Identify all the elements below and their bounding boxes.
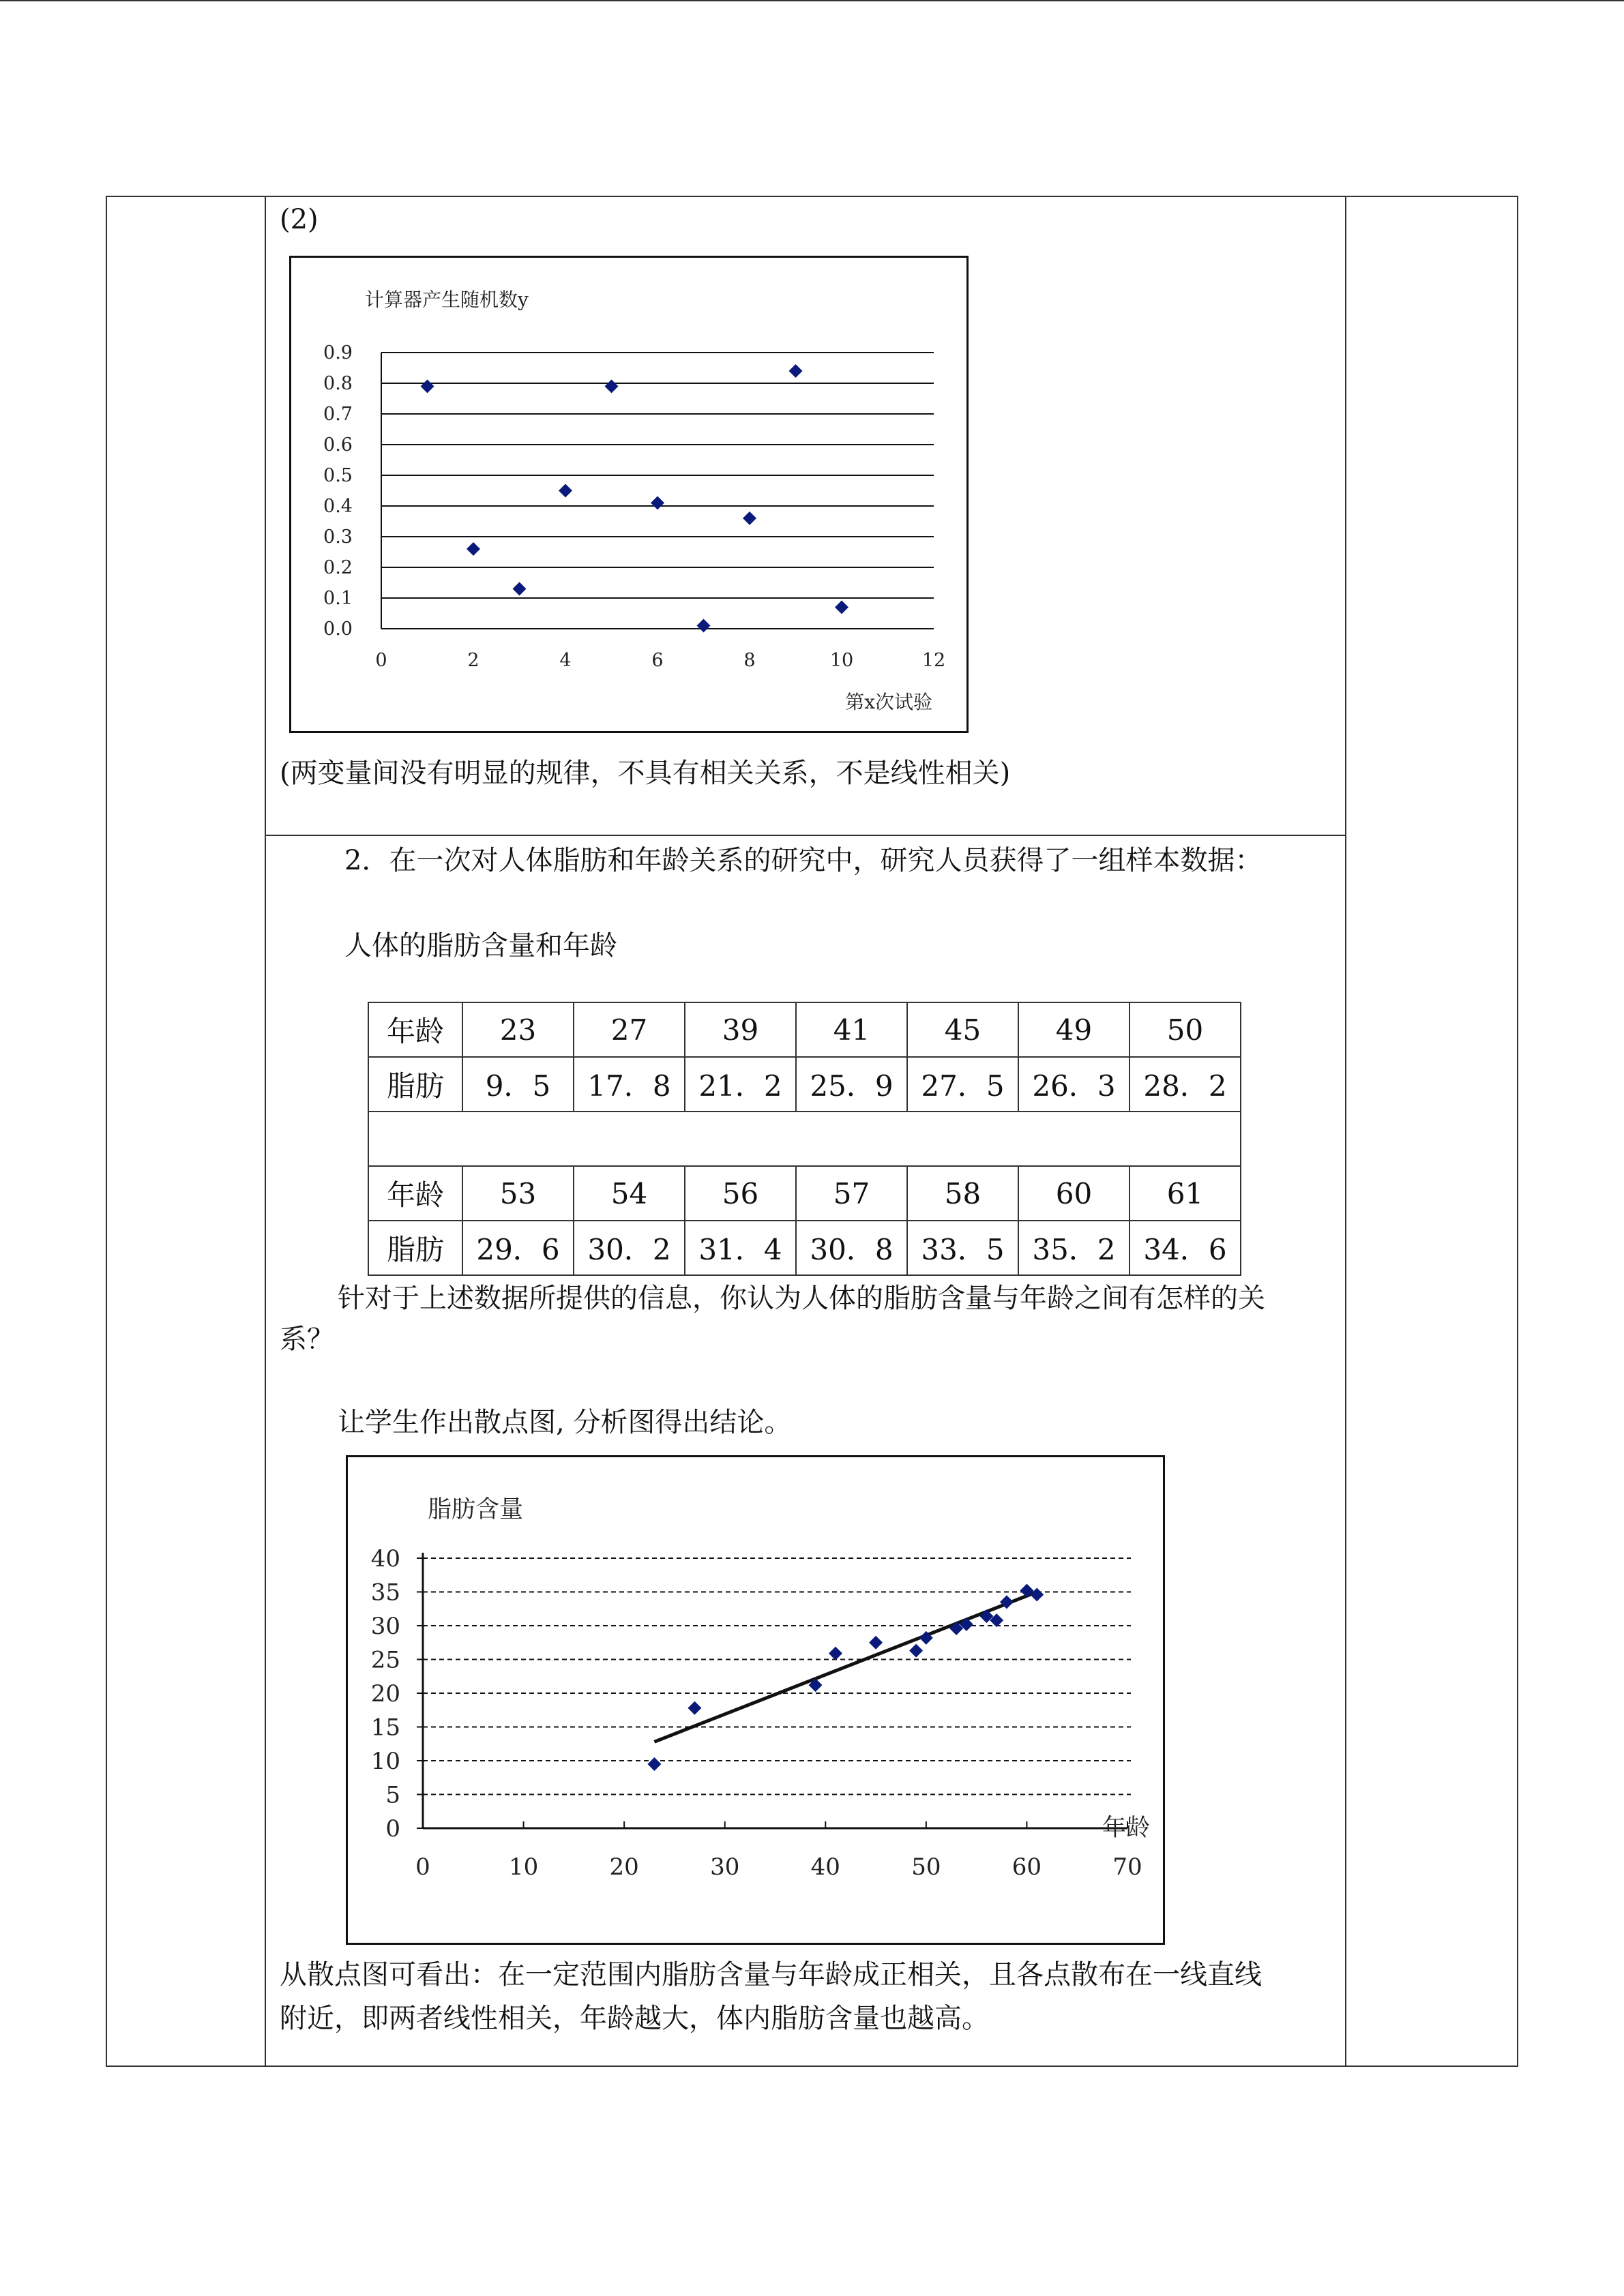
age-cell: 27: [574, 1002, 685, 1057]
y-tick-label: 30: [370, 1613, 400, 1640]
table-right-line: [1517, 196, 1518, 2067]
data-point: [467, 542, 480, 556]
fat-cell: 9．5: [462, 1057, 574, 1112]
fat-cell: 26．3: [1018, 1057, 1130, 1112]
data-point: [688, 1701, 701, 1715]
row-label-fat: 脂肪: [368, 1221, 462, 1275]
y-axis-label: 脂肪含量: [428, 1496, 524, 1523]
trendline: [654, 1592, 1037, 1742]
age-cell: 49: [1018, 1002, 1130, 1057]
age-cell: 56: [685, 1166, 796, 1221]
x-tick-label: 12: [921, 650, 946, 671]
age-cell: 41: [796, 1002, 907, 1057]
age-cell: 50: [1130, 1002, 1241, 1057]
fat-cell: 34．6: [1130, 1221, 1241, 1275]
table-row: [368, 1002, 1241, 1057]
x-tick-label: 50: [911, 1853, 941, 1881]
table-row: [368, 1057, 1241, 1112]
spacer-cell: [368, 1112, 1241, 1166]
x-tick-label: 20: [609, 1853, 639, 1881]
fat-age-scatter-chart: [346, 1455, 1165, 1945]
fat-cell: 27．5: [907, 1057, 1018, 1112]
data-point: [647, 1757, 661, 1771]
instruction-text: 让学生作出散点图, 分析图得出结论。: [338, 1407, 792, 1438]
table-row: [368, 1166, 1241, 1221]
table-col-line-2: [1345, 196, 1346, 2067]
x-axis-label: 年龄: [1102, 1815, 1151, 1842]
row-label-fat: 脂肪: [368, 1057, 462, 1112]
age-cell: 53: [462, 1166, 574, 1221]
fat-cell: 21．2: [685, 1057, 796, 1112]
data-point: [835, 601, 848, 614]
y-tick-label: 35: [370, 1579, 400, 1607]
y-tick-label: 0.8: [323, 373, 353, 394]
y-tick-label: 20: [370, 1680, 400, 1708]
part-label: (2): [280, 204, 319, 235]
fat-cell: 30．8: [796, 1221, 907, 1275]
table-top-line: [106, 196, 1518, 197]
fat-age-scatter-svg: [348, 1457, 1163, 1943]
question-line-2: 系？: [280, 1324, 334, 1355]
question2-text: 2．在一次对人体脂肪和年龄关系的研究中，研究人员获得了一组样本数据：: [344, 845, 1263, 876]
age-cell: 61: [1130, 1166, 1241, 1221]
question-line-1: 针对于上述数据所提供的信息，你认为人体的脂肪含量与年龄之间有怎样的关: [338, 1283, 1265, 1314]
x-tick-label: 0: [415, 1853, 430, 1881]
data-point: [743, 511, 756, 525]
age-cell: 60: [1018, 1166, 1130, 1221]
age-cell: 57: [796, 1166, 907, 1221]
y-tick-label: 0.3: [323, 526, 353, 548]
y-tick-label: 0.1: [323, 588, 353, 609]
fat-cell: 31．4: [685, 1221, 796, 1275]
y-tick-label: 0.9: [323, 342, 353, 363]
fat-cell: 29．6: [462, 1221, 574, 1275]
random-scatter-svg: [291, 258, 966, 731]
x-tick-label: 70: [1112, 1853, 1142, 1881]
fat-cell: 35．2: [1018, 1221, 1130, 1275]
table-col-line-1: [265, 196, 266, 2067]
age-cell: 45: [907, 1002, 1018, 1057]
y-tick-label: 15: [370, 1714, 400, 1742]
x-tick-label: 4: [559, 650, 572, 671]
y-tick-label: 0.5: [323, 465, 353, 486]
age-cell: 23: [462, 1002, 574, 1057]
y-tick-label: 5: [385, 1781, 400, 1809]
age-cell: 39: [685, 1002, 796, 1057]
x-tick-label: 2: [467, 650, 479, 671]
fat-age-table: [368, 1002, 1241, 1276]
data-point: [605, 380, 619, 393]
conclusion-line-1: 从散点图可看出：在一定范围内脂肪含量与年龄成正相关，且各点散布在一线直线: [280, 1959, 1262, 1991]
table-spacer-row: [368, 1112, 1241, 1166]
row-label-age: 年龄: [368, 1002, 462, 1057]
y-tick-label: 40: [370, 1545, 400, 1572]
y-axis-label: 计算器产生随机数y: [365, 288, 529, 311]
x-tick-label: 0: [375, 650, 387, 671]
data-point: [789, 364, 803, 378]
y-tick-label: 0.0: [323, 618, 353, 640]
y-tick-label: 0.4: [323, 496, 353, 517]
data-point: [869, 1636, 883, 1650]
data-point: [651, 496, 664, 510]
top-border: [0, 0, 1624, 1]
fat-cell: 30．2: [574, 1221, 685, 1275]
table-title: 人体的脂肪含量和年龄: [344, 930, 617, 961]
table-row: [368, 1221, 1241, 1275]
data-point: [697, 619, 711, 633]
random-scatter-chart: [289, 256, 969, 733]
row-label-age: 年龄: [368, 1166, 462, 1221]
fat-cell: 25．9: [796, 1057, 907, 1112]
x-tick-label: 8: [743, 650, 756, 671]
age-cell: 58: [907, 1166, 1018, 1221]
age-cell: 54: [574, 1166, 685, 1221]
y-tick-label: 25: [370, 1646, 400, 1674]
data-point: [421, 380, 434, 393]
data-point: [559, 484, 572, 498]
fat-cell: 28．2: [1130, 1057, 1241, 1112]
x-tick-label: 6: [651, 650, 664, 671]
data-point: [513, 582, 527, 596]
y-tick-label: 10: [370, 1748, 400, 1775]
table-mid-line: [265, 835, 1346, 836]
y-tick-label: 0.2: [323, 557, 353, 578]
table-left-line: [106, 196, 107, 2067]
chart1-note: (两变量间没有明显的规律，不具有相关关系，不是线性相关): [280, 758, 1011, 789]
table-bottom-line: [106, 2066, 1518, 2067]
fat-cell: 33．5: [907, 1221, 1018, 1275]
x-tick-label: 40: [810, 1853, 840, 1881]
y-tick-label: 0.7: [323, 404, 353, 425]
fat-cell: 17．8: [574, 1057, 685, 1112]
y-tick-label: 0.6: [323, 434, 353, 456]
conclusion-line-2: 附近，即两者线性相关，年龄越大，体内脂肪含量也越高。: [280, 2003, 989, 2034]
x-tick-label: 30: [710, 1853, 740, 1881]
x-tick-label: 10: [829, 650, 854, 671]
data-point: [909, 1644, 923, 1658]
x-tick-label: 10: [508, 1853, 539, 1881]
x-tick-label: 60: [1012, 1853, 1042, 1881]
data-point: [829, 1647, 842, 1660]
x-axis-label: 第x次试验: [845, 691, 932, 713]
y-tick-label: 0: [385, 1815, 400, 1843]
